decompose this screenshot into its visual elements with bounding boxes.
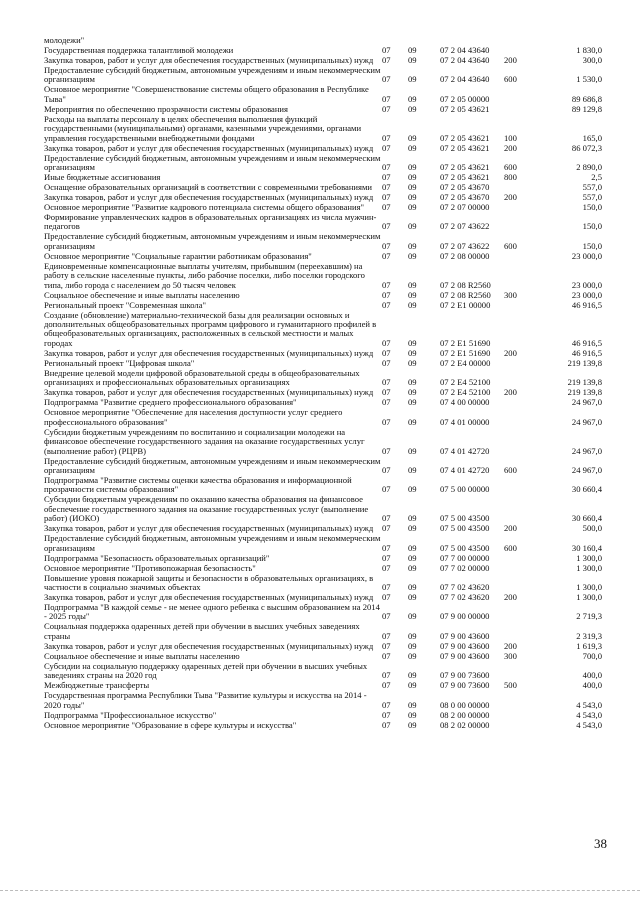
row-amount: 1 300,0 — [576, 562, 602, 573]
row-name: Подпрограмма "В каждой семье - не менее одного ребенка с высшим образованием на 2014 - 2025 годы" — [44, 601, 380, 622]
row-name: Расходы на выплаты персоналу в целях обеспечения выполнения функций государственными (муниципальными) органами, казенными учреждениями, органами управления государственными внебюджетными фондами — [44, 113, 362, 143]
row-target-code: 07 2 04 43640 — [440, 74, 490, 85]
row-section: 07 — [382, 670, 391, 681]
row-target-code: 07 2 04 43640 — [440, 45, 490, 55]
row-section: 07 — [382, 699, 391, 710]
row-section: 07 — [382, 542, 391, 553]
row-target-code: 07 2 E4 52100 — [440, 377, 491, 388]
row-amount: 1 830,0 — [576, 45, 602, 55]
row-target-code: 07 2 E4 00000 — [440, 357, 491, 368]
row-subsection: 09 — [408, 552, 417, 563]
row-section: 07 — [382, 103, 391, 114]
row-subsection: 09 — [408, 162, 417, 173]
row-name: Мероприятия по обеспечению прозрачности системы образования — [44, 103, 288, 114]
row-expense-type: 200 — [504, 347, 517, 358]
row-name: Региональный проект "Цифровая школа" — [44, 357, 195, 368]
row-target-code: 07 5 00 43500 — [440, 523, 490, 534]
row-subsection: 09 — [408, 464, 417, 475]
table-row — [0, 495, 640, 524]
row-amount: 86 072,3 — [571, 142, 602, 153]
row-amount: 2 319,3 — [576, 630, 602, 641]
row-amount: 150,0 — [582, 221, 602, 232]
row-expense-type: 200 — [504, 523, 517, 534]
row-section: 07 — [382, 93, 391, 104]
row-amount: 2 890,0 — [576, 162, 602, 173]
row-subsection: 09 — [408, 397, 417, 408]
row-subsection: 09 — [408, 640, 417, 651]
table-row — [0, 721, 640, 731]
row-name: Предоставление субсидий бюджетным, автономным учреждениям и иным некоммерческим организациям — [44, 231, 381, 251]
row-section: 07 — [382, 640, 391, 651]
row-amount: 89 129,8 — [571, 103, 602, 114]
row-target-code: 08 0 00 00000 — [440, 699, 490, 710]
row-section: 07 — [382, 523, 391, 534]
row-amount: 700,0 — [582, 650, 602, 661]
row-subsection: 09 — [408, 591, 417, 602]
row-subsection: 09 — [408, 132, 417, 143]
row-expense-type: 200 — [504, 192, 517, 203]
row-name: Подпрограмма "Развитие среднего профессионального образования" — [44, 397, 297, 408]
row-name: Предоставление субсидий бюджетным, автономным учреждениям и иным некоммерческим организациям — [44, 533, 381, 553]
row-expense-type: 100 — [504, 132, 517, 143]
row-target-code: 08 2 00 00000 — [440, 709, 490, 720]
row-target-code: 07 2 05 43670 — [440, 192, 490, 203]
row-amount: 557,0 — [582, 182, 602, 193]
row-subsection: 09 — [408, 357, 417, 368]
row-name: Формирование управленческих кадров в образовательных организациях из числа мужчин-педагогов — [44, 212, 377, 232]
row-name: Субсидии бюджетным учреждениям по воспитанию и социализации молодежи на финансовое обеспечение государственного задания на оказание государственных услуг (выполнение работ) (РЦРВ) — [44, 426, 365, 456]
row-section: 07 — [382, 513, 391, 524]
row-name: Подпрограмма "Профессиональное искусство" — [44, 709, 217, 720]
row-amount: 219 139,8 — [567, 387, 602, 398]
row-name: Региональный проект "Современная школа" — [44, 299, 207, 310]
row-expense-type: 200 — [504, 591, 517, 602]
row-section: 07 — [382, 719, 391, 730]
row-section: 07 — [382, 552, 391, 563]
row-amount: 150,0 — [582, 202, 602, 213]
row-expense-type: 600 — [504, 240, 517, 251]
row-name: Субсидии на социальную поддержку одаренных детей при обучении в высших учебных заведениях страны на 2020 год — [44, 660, 368, 681]
row-amount: 30 660,4 — [571, 513, 602, 524]
row-target-code: 07 7 02 43620 — [440, 581, 490, 592]
row-subsection: 09 — [408, 699, 417, 710]
row-section: 07 — [382, 581, 391, 592]
row-section: 07 — [382, 591, 391, 602]
row-name: Основное мероприятие "Образование в сфере культуры и искусства" — [44, 719, 297, 730]
row-section: 07 — [382, 445, 391, 456]
row-expense-type: 300 — [504, 289, 517, 300]
row-amount: 23 000,0 — [571, 279, 602, 290]
row-name: Подпрограмма "Безопасность образовательных организаций" — [44, 552, 270, 563]
row-target-code: 07 2 07 00000 — [440, 202, 490, 213]
row-section: 07 — [382, 45, 391, 55]
row-section: 07 — [382, 202, 391, 213]
row-section: 07 — [382, 377, 391, 388]
row-amount: 23 000,0 — [571, 250, 602, 261]
row-section: 07 — [382, 397, 391, 408]
row-section: 07 — [382, 630, 391, 641]
table-row — [0, 232, 640, 251]
table-row — [0, 369, 640, 388]
row-expense-type: 200 — [504, 142, 517, 153]
row-target-code: 07 5 00 43500 — [440, 513, 490, 524]
row-name: Государственная поддержка талантливой молодежи — [44, 45, 234, 55]
row-section: 07 — [382, 289, 391, 300]
row-target-code: 07 2 08 R2560 — [440, 279, 491, 290]
row-target-code: 07 9 00 43600 — [440, 630, 490, 641]
row-name: Закупка товаров, работ и услуг для обеспечения государственных (муниципальных) нужд — [44, 142, 374, 153]
row-name: Подпрограмма "Развитие системы оценки качества образования и информационной прозрачности системы образования" — [44, 474, 352, 495]
row-section: 07 — [382, 562, 391, 573]
row-target-code: 07 4 00 00000 — [440, 397, 490, 408]
row-name: Закупка товаров, работ и услуг для обеспечения государственных (муниципальных) нужд — [44, 523, 374, 534]
row-section: 07 — [382, 192, 391, 203]
row-name: Предоставление субсидий бюджетным, автономным учреждениям и иным некоммерческим организациям — [44, 65, 381, 85]
row-target-code: 07 2 08 00000 — [440, 250, 490, 261]
row-subsection: 09 — [408, 484, 417, 495]
row-expense-type: 300 — [504, 650, 517, 661]
row-subsection: 09 — [408, 581, 417, 592]
row-subsection: 09 — [408, 611, 417, 622]
row-subsection: 09 — [408, 74, 417, 85]
table-row — [0, 311, 640, 349]
row-amount: 46 916,5 — [571, 347, 602, 358]
row-amount: 1 300,0 — [576, 552, 602, 563]
row-amount: 46 916,5 — [571, 337, 602, 348]
row-amount: 1 619,3 — [576, 640, 602, 651]
row-amount: 150,0 — [582, 240, 602, 251]
row-section: 07 — [382, 611, 391, 622]
row-section: 07 — [382, 55, 391, 65]
row-expense-type: 600 — [504, 542, 517, 553]
row-name: Закупка товаров, работ и услуг для обеспечения государственных (муниципальных) нужд — [44, 591, 374, 602]
row-target-code: 07 2 05 43621 — [440, 103, 490, 114]
row-target-code: 07 9 00 00000 — [440, 611, 490, 622]
row-name: Иные бюджетные ассигнования — [44, 172, 161, 183]
table-row — [0, 691, 640, 710]
row-target-code: 07 2 05 00000 — [440, 93, 490, 104]
row-subsection: 09 — [408, 377, 417, 388]
row-amount: 30 160,4 — [571, 542, 602, 553]
row-subsection: 09 — [408, 221, 417, 232]
row-name: Закупка товаров, работ и услуг для обеспечения государственных (муниципальных) нужд — [44, 192, 374, 203]
row-section: 07 — [382, 299, 391, 310]
row-amount: 1 300,0 — [576, 591, 602, 602]
row-subsection: 09 — [408, 202, 417, 213]
row-amount: 557,0 — [582, 192, 602, 203]
row-target-code: 07 5 00 43500 — [440, 542, 490, 553]
row-section: 07 — [382, 650, 391, 661]
table-row — [0, 622, 640, 641]
row-subsection: 09 — [408, 680, 417, 691]
row-amount: 23 000,0 — [571, 289, 602, 300]
row-section: 07 — [382, 221, 391, 232]
row-section: 07 — [382, 250, 391, 261]
row-subsection: 09 — [408, 172, 417, 183]
row-name: Основное мероприятие "Обеспечение для населения доступности услуг среднего профессионального образования" — [44, 407, 343, 427]
row-amount: 24 967,0 — [571, 416, 602, 427]
table-row — [0, 574, 640, 593]
table-row — [0, 115, 640, 144]
row-amount: 30 660,4 — [571, 484, 602, 495]
row-name: Социальное обеспечение и иные выплаты населению — [44, 289, 240, 300]
row-target-code: 07 2 E4 52100 — [440, 387, 491, 398]
row-target-code: 07 9 00 43600 — [440, 650, 490, 661]
row-name: Межбюджетные трансферты — [44, 680, 150, 691]
row-amount: 1 530,0 — [576, 74, 602, 85]
row-subsection: 09 — [408, 347, 417, 358]
row-subsection: 09 — [408, 93, 417, 104]
row-amount: 165,0 — [582, 132, 602, 143]
row-amount: 219 139,8 — [567, 357, 602, 368]
row-subsection: 09 — [408, 542, 417, 553]
row-name: Единовременные компенсационные выплаты учителям, прибывшим (переехавшим) на работу в сельские населенные пункты, либо рабочие поселки, либо поселки городского типа, либо города с населением до 50 тысяч человек — [44, 260, 365, 290]
budget-table — [0, 36, 640, 731]
row-subsection: 09 — [408, 45, 417, 55]
row-amount: 2 719,3 — [576, 611, 602, 622]
row-target-code: 07 7 00 00000 — [440, 552, 490, 563]
row-subsection: 09 — [408, 650, 417, 661]
table-row — [0, 66, 640, 85]
row-section: 07 — [382, 142, 391, 153]
row-amount: 46 916,5 — [571, 299, 602, 310]
row-target-code: 07 2 08 R2560 — [440, 289, 491, 300]
table-row — [0, 85, 640, 104]
row-name: Создание (обновление) материально-технической базы для реализации основных и дополнительных общеобразовательных программ цифрового и гуманитарного профилей в общеобразовательных организациях, расположенных в сельской местности и малых городах — [44, 309, 377, 348]
table-row — [0, 262, 640, 291]
row-target-code: 07 4 01 42720 — [440, 445, 490, 456]
row-subsection: 09 — [408, 240, 417, 251]
row-section: 07 — [382, 162, 391, 173]
table-row — [0, 457, 640, 476]
row-amount: 4 543,0 — [576, 699, 602, 710]
table-row — [0, 213, 640, 232]
row-name: Социальное обеспечение и иные выплаты населению — [44, 650, 240, 661]
row-target-code: 07 4 01 00000 — [440, 416, 490, 427]
table-row — [0, 408, 640, 427]
row-subsection: 09 — [408, 719, 417, 730]
row-name: Предоставление субсидий бюджетным, автономным учреждениям и иным некоммерческим организациям — [44, 152, 381, 173]
row-section: 07 — [382, 337, 391, 348]
row-target-code: 07 9 00 73600 — [440, 680, 490, 691]
row-section: 07 — [382, 709, 391, 720]
row-subsection: 09 — [408, 513, 417, 524]
row-target-code: 07 2 05 43621 — [440, 172, 490, 183]
row-target-code: 07 9 00 43600 — [440, 640, 490, 651]
row-section: 07 — [382, 240, 391, 251]
row-expense-type: 200 — [504, 55, 517, 65]
row-section: 07 — [382, 279, 391, 290]
row-name: Внедрение целевой модели цифровой образовательной среды в общеобразовательных организациях и профессиональных образовательных организациях — [44, 367, 360, 388]
row-section: 07 — [382, 357, 391, 368]
row-name: Закупка товаров, работ и услуг для обеспечения государственных (муниципальных) нужд — [44, 55, 374, 65]
row-name: Закупка товаров, работ и услуг для обеспечения государственных (муниципальных) нужд — [44, 347, 374, 358]
row-section: 07 — [382, 484, 391, 495]
row-section: 07 — [382, 182, 391, 193]
row-target-code: 07 5 00 00000 — [440, 484, 490, 495]
row-subsection: 09 — [408, 445, 417, 456]
row-name: Основное мероприятие "Совершенствование системы общего образования в Республике Тыва" — [44, 84, 369, 104]
row-target-code: 07 2 07 43622 — [440, 221, 490, 232]
row-name: Основное мероприятие "Противопожарная безопасность" — [44, 562, 256, 573]
table-row — [0, 534, 640, 553]
row-target-code: 07 2 07 43622 — [440, 240, 490, 251]
table-row — [0, 603, 640, 622]
row-subsection: 09 — [408, 299, 417, 310]
row-subsection: 09 — [408, 279, 417, 290]
row-expense-type: 600 — [504, 74, 517, 85]
row-section: 07 — [382, 680, 391, 691]
row-amount: 24 967,0 — [571, 397, 602, 408]
row-subsection: 09 — [408, 416, 417, 427]
row-subsection: 09 — [408, 523, 417, 534]
row-name: Основное мероприятие "Развитие кадрового потенциала системы общего образования" — [44, 202, 365, 213]
row-section: 07 — [382, 464, 391, 475]
row-section: 07 — [382, 416, 391, 427]
row-subsection: 09 — [408, 670, 417, 681]
row-amount: 4 543,0 — [576, 709, 602, 720]
row-amount: 24 967,0 — [571, 464, 602, 475]
row-subsection: 09 — [408, 289, 417, 300]
row-name: Закупка товаров, работ и услуг для обеспечения государственных (муниципальных) нужд — [44, 387, 374, 398]
row-target-code: 07 2 05 43621 — [440, 162, 490, 173]
row-subsection: 09 — [408, 142, 417, 153]
table-row — [0, 476, 640, 495]
row-name: Оснащение образовательных организаций в соответствии с современными требованиями — [44, 182, 373, 193]
row-target-code: 07 2 05 43670 — [440, 182, 490, 193]
row-section: 07 — [382, 132, 391, 143]
row-name: Основное мероприятие "Социальные гарантии работникам образования" — [44, 250, 312, 261]
row-subsection: 09 — [408, 562, 417, 573]
row-amount: 4 543,0 — [576, 719, 602, 730]
row-subsection: 09 — [408, 182, 417, 193]
row-amount: 300,0 — [582, 55, 602, 65]
row-section: 07 — [382, 172, 391, 183]
row-expense-type: 600 — [504, 162, 517, 173]
row-target-code: 07 2 05 43621 — [440, 142, 490, 153]
row-name: Субсидии бюджетным учреждениям по оказанию качества образования на финансовое обеспечение государственного задания на оказание государственных услуг (выполнение работ) (ИОКО) — [44, 494, 369, 524]
row-amount: 24 967,0 — [571, 445, 602, 456]
row-target-code: 07 2 05 43621 — [440, 132, 490, 143]
row-name: Социальная поддержка одаренных детей при обучении в высших учебных заведениях страны — [44, 621, 360, 641]
row-expense-type: 200 — [504, 640, 517, 651]
row-amount: 2,5 — [591, 172, 602, 183]
row-expense-type: 500 — [504, 680, 517, 691]
row-target-code: 07 2 04 43640 — [440, 55, 490, 65]
row-section: 07 — [382, 387, 391, 398]
row-name: Повышение уровня пожарной защиты и безопасности в образовательных организациях, в частности в социально значимых объектах — [44, 572, 374, 592]
row-target-code: 07 2 E1 51690 — [440, 337, 491, 348]
row-subsection: 09 — [408, 709, 417, 720]
row-expense-type: 800 — [504, 172, 517, 183]
row-subsection: 09 — [408, 630, 417, 641]
row-subsection: 09 — [408, 192, 417, 203]
table-row — [0, 428, 640, 457]
row-amount: 219 139,8 — [567, 377, 602, 388]
row-target-code: 07 2 E1 00000 — [440, 299, 491, 310]
row-name: Закупка товаров, работ и услуг для обеспечения государственных (муниципальных) нужд — [44, 640, 374, 651]
table-row — [0, 662, 640, 681]
row-target-code: 08 2 02 00000 — [440, 719, 490, 730]
row-section: 07 — [382, 74, 391, 85]
row-subsection: 09 — [408, 387, 417, 398]
row-amount: 89 686,8 — [571, 93, 602, 104]
row-amount: 500,0 — [582, 523, 602, 534]
row-section: 07 — [382, 347, 391, 358]
row-subsection: 09 — [408, 337, 417, 348]
row-target-code: 07 4 01 42720 — [440, 464, 490, 475]
row-target-code: 07 2 E1 51690 — [440, 347, 491, 358]
row-target-code: 07 7 02 00000 — [440, 562, 490, 573]
row-name: Государственная программа Республики Тыва "Развитие культуры и искусства на 2014 - 2020 годы" — [44, 690, 367, 710]
row-amount: 1 300,0 — [576, 581, 602, 592]
row-name: молодежи" — [44, 35, 85, 45]
row-expense-type: 600 — [504, 464, 517, 475]
row-amount: 400,0 — [582, 670, 602, 681]
row-subsection: 09 — [408, 55, 417, 65]
table-row — [0, 154, 640, 173]
row-subsection: 09 — [408, 103, 417, 114]
scan-edge-line — [0, 890, 640, 891]
row-subsection: 09 — [408, 250, 417, 261]
row-expense-type: 200 — [504, 387, 517, 398]
row-target-code: 07 7 02 43620 — [440, 591, 490, 602]
row-target-code: 07 9 00 73600 — [440, 670, 490, 681]
page-number: 38 — [594, 836, 607, 851]
row-amount: 400,0 — [582, 680, 602, 691]
row-name: Предоставление субсидий бюджетным, автономным учреждениям и иным некоммерческим организациям — [44, 455, 381, 475]
